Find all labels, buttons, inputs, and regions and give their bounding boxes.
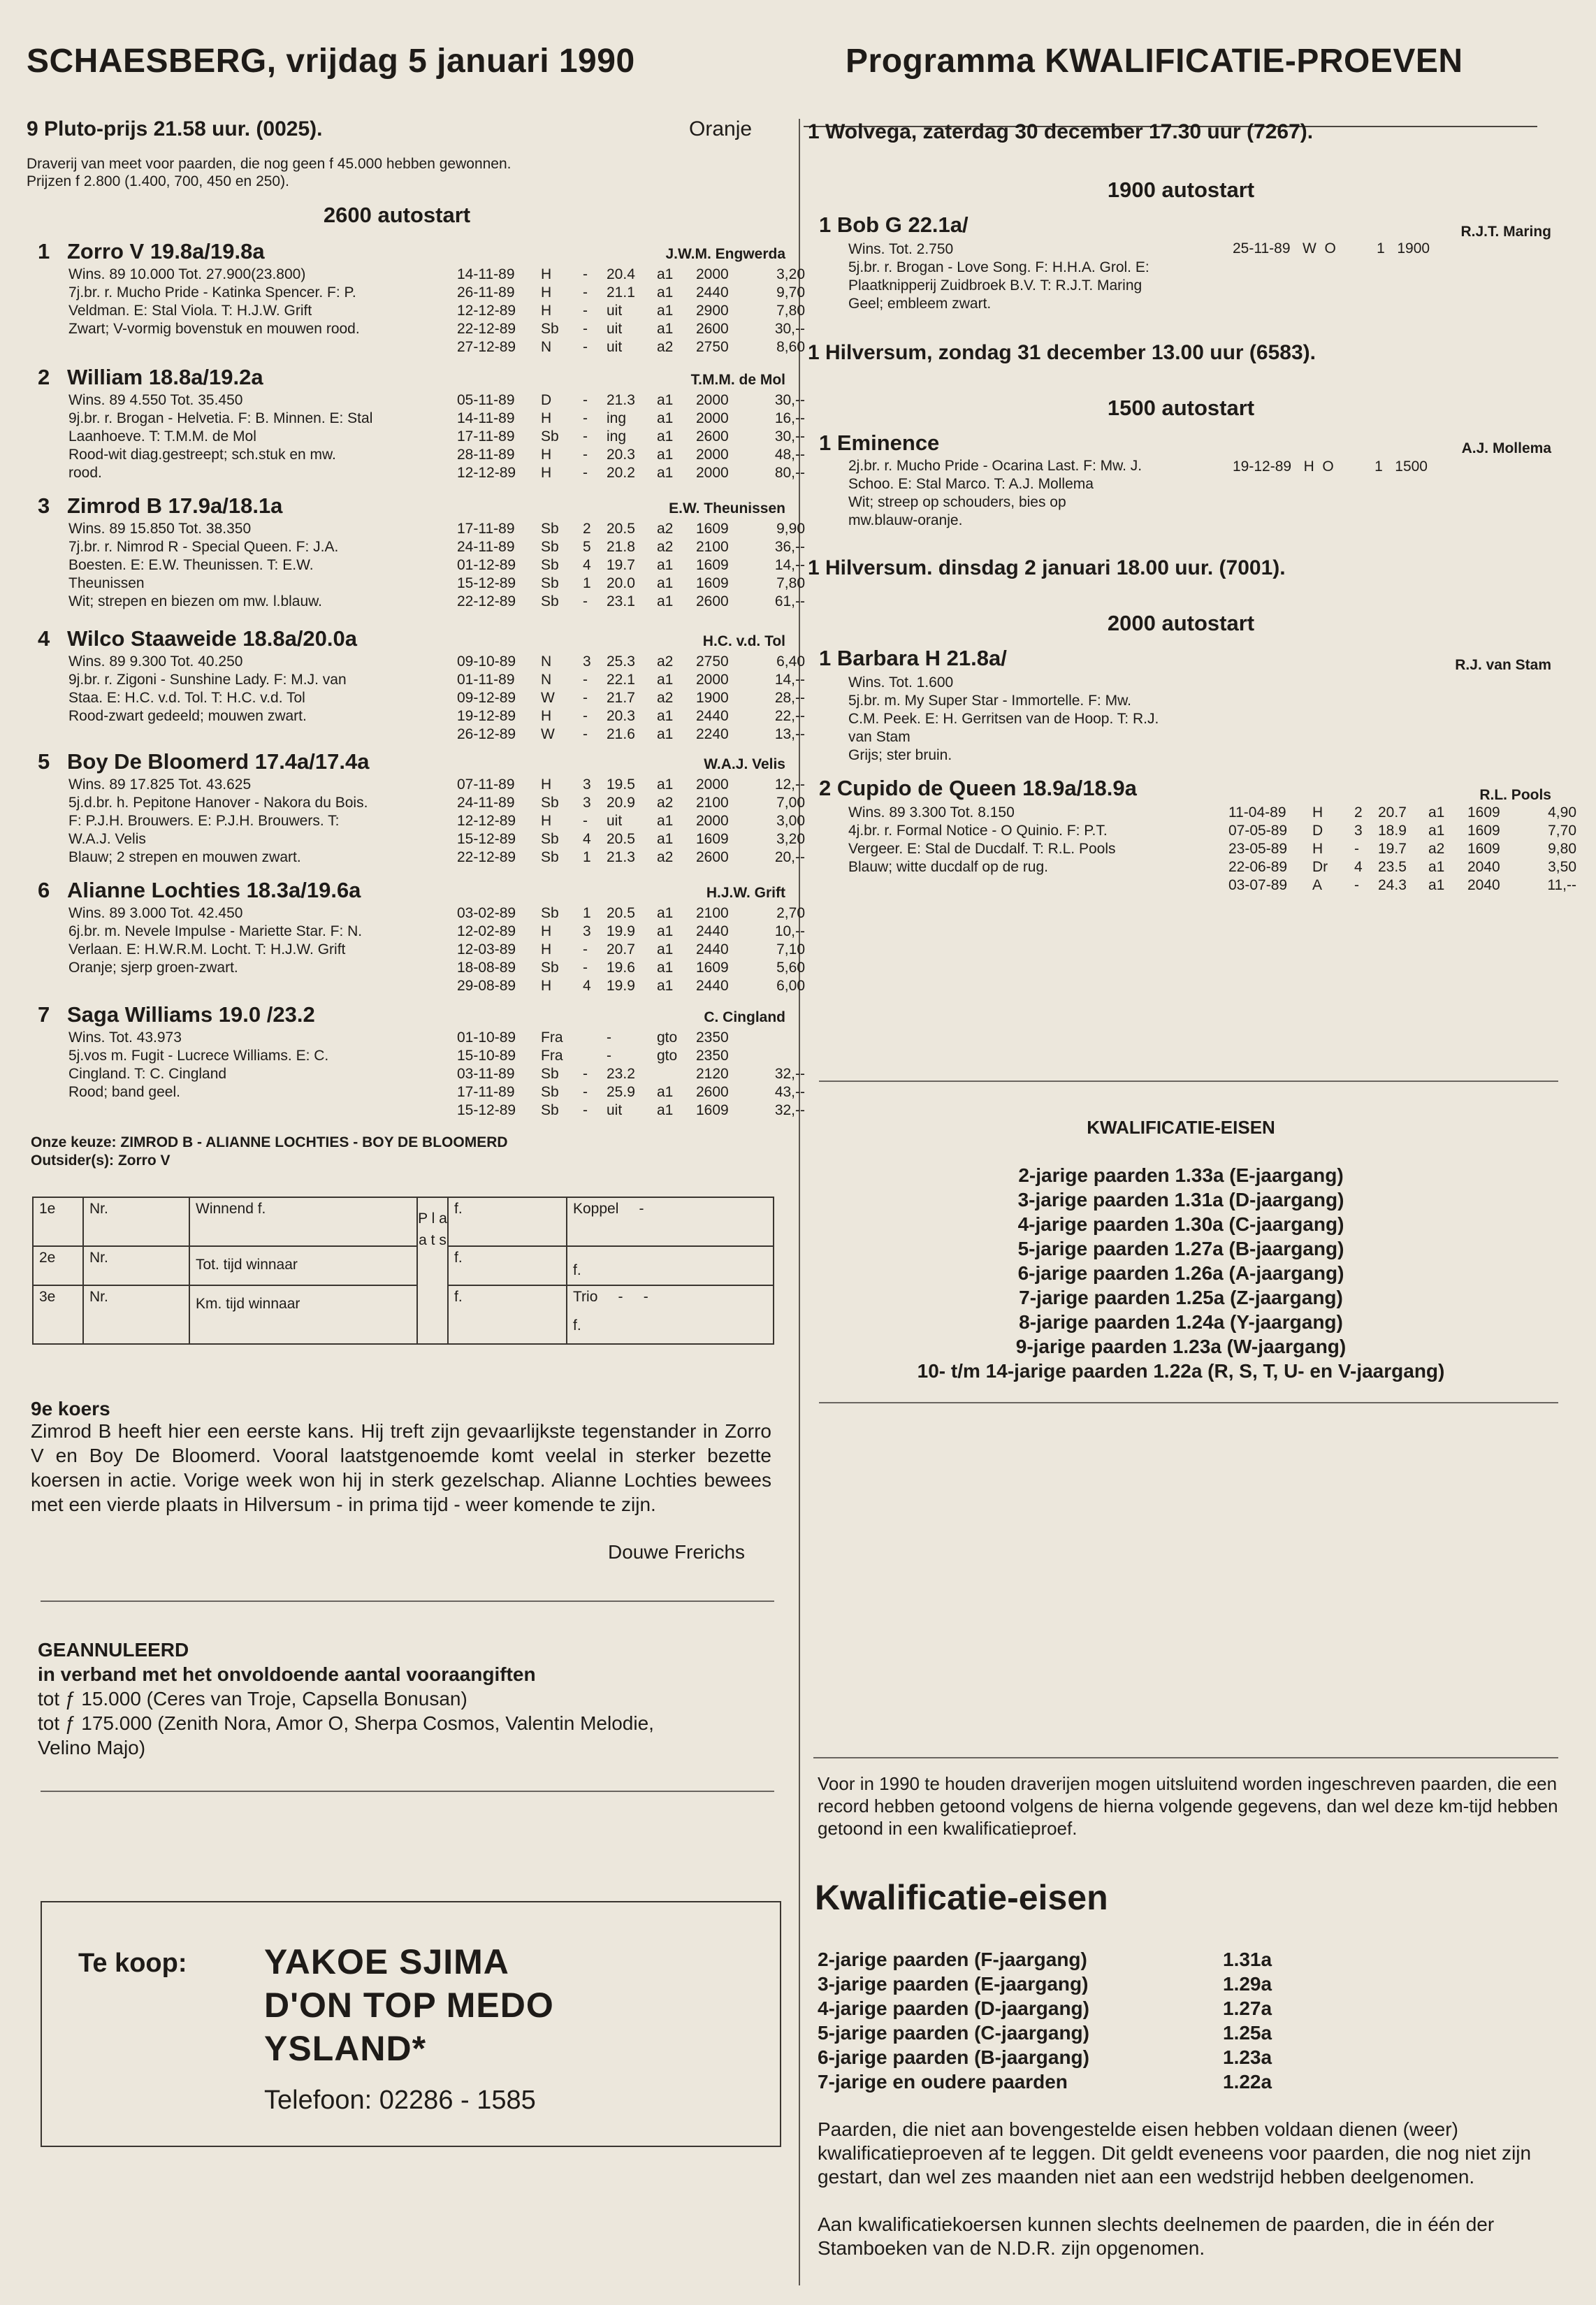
cancelled-line-1: tot ƒ 15.000 (Ceres van Troje, Capsella Bonusan) [38, 1688, 467, 1710]
divider [41, 1601, 774, 1602]
grid-f-3: f. [448, 1285, 567, 1344]
ad-line-2: D'ON TOP MEDO [264, 1986, 554, 2025]
qual-3-start: 2000 autostart [1107, 611, 1255, 635]
horse-info: Wins. 89 17.825 Tot. 43.625 5j.d.br. h. Pepitone Hanover - Nakora du Bois. F: P.J.H. Brouwers. E: P.J.H. Brouwers. T: W.A.J. Velis Blauw; 2 strepen en mouwen zwart. [68, 776, 368, 865]
grid-plaats: P l a a t s [417, 1197, 448, 1344]
qual-3-horse-1: 1 Barbara H 21.8a/ [819, 646, 1007, 670]
qual-3-results [1228, 804, 1576, 895]
horse-results [457, 904, 805, 995]
horse-results [457, 391, 805, 482]
horse-trainer: W.A.J. Velis [704, 756, 785, 772]
horse-name: 6 Alianne Lochties 18.3a/19.6a [38, 878, 361, 902]
eisen-line: 10- t/m 14-jarige paarden 1.22a (R, S, T, U- en V-jaargang) [917, 1360, 1445, 1382]
horse-info: Wins. 89 15.850 Tot. 38.350 7j.br. r. Nimrod R - Special Queen. F: J.A. Boesten. E: E.W. Theunissen. T: E.W. Theunissen Wit; strepen en biezen om mw. l.blauw. [68, 521, 339, 609]
result-row: 15-12-89 Sb 1 20.0 a1 1609 7,80 [457, 575, 805, 591]
horse-info: Wins. 89 9.300 Tot. 40.250 9j.br. r. Zigoni - Sunshine Lady. F: M.J. van Staa. E: H.C. v.d. Tol. T: H.C. v.d. Tol Rood-zwart gedeeld; mouwen zwart. [68, 653, 347, 724]
horse-name: 5 Boy De Bloomerd 17.4a/17.4a [38, 749, 370, 774]
kwalificatie-row: 7-jarige en oudere paarden 1.22a [818, 2071, 1272, 2093]
result-row: 24-11-89 Sb 3 20.9 a2 2100 7,00 [457, 795, 805, 811]
horse-trainer: J.W.M. Engwerda [665, 246, 785, 262]
result-row: 19-12-89 H - 20.3 a1 2440 22,-- [457, 708, 805, 724]
horse-trainer: H.J.W. Grift [706, 885, 785, 901]
masthead-left: SCHAESBERG, vrijdag 5 januari 1990 [27, 43, 635, 80]
voor-paragraph: Voor in 1990 te houden draverijen mogen uitsluitend worden ingeschreven paarden, die een record hebben getoond volgens de hierna volgende gegevens, dan wel deze km-tijd hebben getoond in een kwalificatieproef. [818, 1773, 1558, 1839]
eisen-line: 7-jarige paarden 1.25a (Z-jaargang) [1019, 1287, 1343, 1308]
grid-f-1: f. [448, 1197, 567, 1246]
horse-name: 3 Zimrod B 17.9a/18.1a [38, 493, 283, 518]
horse-results [457, 520, 805, 611]
horse-trainer: C. Cingland [704, 1009, 785, 1025]
grid-place-1: 1e [33, 1197, 83, 1246]
eisen-line: 6-jarige paarden 1.26a (A-jaargang) [1017, 1262, 1344, 1284]
result-row: 12-12-89 H - uit a1 2000 3,00 [457, 813, 805, 829]
result-row: 17-11-89 Sb - 25.9 a1 2600 43,-- [457, 1084, 805, 1100]
result-row: 03-07-89 A - 24.3 a1 2040 11,-- [1228, 877, 1576, 893]
our-choice: Onze keuze: ZIMROD B - ALIANNE LOCHTIES - BOY DE BLOOMERD [31, 1134, 508, 1150]
eisen-title: KWALIFICATIE-EISEN [1087, 1117, 1275, 1138]
result-row: 12-03-89 H - 20.7 a1 2440 7,10 [457, 941, 805, 958]
qual-2-horse: 1 Eminence [819, 431, 940, 455]
grid-f-2: f. [448, 1246, 567, 1285]
result-row: 24-11-89 Sb 5 21.8 a2 2100 36,-- [457, 539, 805, 555]
result-row: 12-12-89 H - 20.2 a1 2000 80,-- [457, 465, 805, 481]
grid-place-2: 2e [33, 1246, 83, 1285]
result-row: 27-12-89 N - uit a2 2750 8,60 [457, 339, 805, 355]
cancelled-line-3: Velino Majo) [38, 1737, 146, 1758]
result-row: 17-11-89 Sb - ing a1 2600 30,-- [457, 428, 805, 445]
qual-1-trainer: R.J.T. Maring [1460, 224, 1551, 240]
qual-2-title: 1 Hilversum, zondag 31 december 13.00 uur (6583). [808, 341, 1316, 364]
result-row: 26-11-89 H - 21.1 a1 2440 9,70 [457, 284, 805, 301]
results-grid [32, 1197, 774, 1345]
kwalificatie-table [818, 1947, 1558, 2094]
result-row: 22-12-89 Sb 1 21.3 a2 2600 20,-- [457, 849, 805, 865]
horse-info: Wins. 89 4.550 Tot. 35.450 9j.br. r. Brogan - Helvetia. F: B. Minnen. E: Stal Laanhoeve. T: T.M.M. de Mol Rood-wit diag.gestreept; sch.stuk en mw. rood. [68, 392, 373, 481]
ad-line-1: YAKOE SJIMA [264, 1942, 509, 1981]
result-row: 23-05-89 H - 19.7 a2 1609 9,80 [1228, 841, 1576, 857]
ad-label: Te koop: [78, 1949, 187, 1978]
horse-name: 4 Wilco Staaweide 18.8a/20.0a [38, 626, 358, 651]
outsiders: Outsider(s): Zorro V [31, 1152, 171, 1169]
result-row: 01-10-89 Fra - gto 2350 [457, 1029, 729, 1046]
notice-paragraph-1: Paarden, die niet aan bovengestelde eisen hebben voldaan dienen (weer) kwalificatieproeven af te leggen. Dit geldt eveneens voor paarden, die nog niet zijn gestart, dan wel zes maanden niet aan een wedstrijd hebben deelgenomen. [818, 2118, 1532, 2188]
result-row: 01-11-89 N - 22.1 a1 2000 14,-- [457, 672, 805, 688]
result-row: 11-04-89 H 2 20.7 a1 1609 4,90 [1228, 804, 1576, 821]
qual-1-title: 1 Wolvega, zaterdag 30 december 17.30 uur (7267). [808, 120, 1314, 143]
result-row: 15-12-89 Sb 4 20.5 a1 1609 3,20 [457, 831, 805, 847]
result-row: 15-12-89 Sb - uit a1 1609 32,-- [457, 1102, 805, 1118]
qual-1-start: 1900 autostart [1107, 178, 1255, 202]
race-start-type: 2600 autostart [323, 203, 471, 227]
eisen-line: 8-jarige paarden 1.24a (Y-jaargang) [1019, 1311, 1343, 1333]
grid-tot-tijd: Tot. tijd winnaar [189, 1246, 417, 1285]
result-row: 18-08-89 Sb - 19.6 a1 1609 5,60 [457, 960, 805, 976]
result-row: 07-11-89 H 3 19.5 a1 2000 12,-- [457, 776, 805, 793]
race-description-1: Draverij van meet voor paarden, die nog geen f 45.000 hebben gewonnen. [27, 156, 512, 172]
result-row: 14-11-89 H - 20.4 a1 2000 3,20 [457, 266, 805, 282]
horse-results [457, 776, 805, 867]
advertisement [41, 1901, 781, 2147]
grid-nr-1: Nr. [83, 1197, 189, 1246]
race-title: 9 Pluto-prijs 21.58 uur. (0025). [27, 117, 323, 140]
grid-nr-2: Nr. [83, 1246, 189, 1285]
cancelled-subtitle: in verband met het onvoldoende aantal vooraangiften [38, 1663, 536, 1685]
horse-name: 1 Zorro V 19.8a/19.8a [38, 239, 265, 263]
qual-2-info: 2j.br. r. Mucho Pride - Ocarina Last. F: Mw. J. Schoo. E: Stal Marco. T: A.J. Mollema Wit; streep op schouders, bies op mw.blauw-oranje. [848, 458, 1142, 528]
horse-trainer: T.M.M. de Mol [690, 372, 785, 388]
horse-name: 7 Saga Williams 19.0 /23.2 [38, 1002, 315, 1027]
horse-results [457, 1029, 805, 1120]
kwalificatie-row: 2-jarige paarden (F-jaargang) 1.31a [818, 1949, 1272, 1970]
grid-km-tijd: Km. tijd winnaar [189, 1285, 417, 1344]
qual-3-info-2: Wins. 89 3.300 Tot. 8.150 4j.br. r. Formal Notice - O Quinio. F: P.T. Vergeer. E: Stal de Ducdalf. T: R.L. Pools Blauw; witte ducdalf op de rug. [848, 804, 1116, 875]
koers-body: Zimrod B heeft hier een eerste kans. Hij treft zijn gevaarlijkste tegenstander in Zorro V en Boy De Bloomerd. Vooral laatstgenoemde komt veelal in sterker bezette koersen in actie. Vorige week won hij in sterk gezelschap. Alianne Lochties bewees met een vierde plaats in Hilversum - in prima tijd - weer komende te zijn. [31, 1420, 771, 1515]
kwalificatie-row: 5-jarige paarden (C-jaargang) 1.25a [818, 2022, 1272, 2044]
result-row: 14-11-89 H - ing a1 2000 16,-- [457, 410, 805, 426]
result-row: 22-06-89 Dr 4 23.5 a1 2040 3,50 [1228, 859, 1576, 875]
grid-place-3: 3e [33, 1285, 83, 1344]
result-row: 05-11-89 D - 21.3 a1 2000 30,-- [457, 392, 805, 408]
qual-2-start: 1500 autostart [1107, 396, 1255, 420]
horse-trainer: E.W. Theunissen [669, 500, 785, 516]
qual-3-title: 1 Hilversum. dinsdag 2 januari 18.00 uur. (7001). [808, 556, 1286, 579]
qual-2-result: 19-12-89 H O 1 1500 [1233, 458, 1428, 475]
race-color: Oranje [689, 117, 753, 140]
qual-1-horse: 1 Bob G 22.1a/ [819, 212, 969, 237]
qual-1-result: 25-11-89 W O 1 1900 [1233, 240, 1430, 256]
ad-line-3: YSLAND* [264, 2029, 427, 2068]
result-row: 22-12-89 Sb - uit a1 2600 30,-- [457, 321, 805, 337]
horse-info: Wins. 89 10.000 Tot. 27.900(23.800) 7j.br. r. Mucho Pride - Katinka Spencer. F: P. Veldman. E: Stal Viola. T: H.J.W. Grift Zwart; V-vormig bovenstuk en mouwen rood. [68, 266, 360, 337]
horse-results [457, 266, 805, 356]
grid-winnend: Winnend f. [189, 1197, 417, 1246]
eisen-line: 4-jarige paarden 1.30a (C-jaargang) [1017, 1213, 1344, 1235]
result-row: 01-12-89 Sb 4 19.7 a1 1609 14,-- [457, 557, 805, 573]
kwalificatie-row: 3-jarige paarden (E-jaargang) 1.29a [818, 1973, 1272, 1995]
horse-trainer: H.C. v.d. Tol [702, 633, 785, 649]
grid-koppel: Koppel - [567, 1197, 774, 1246]
result-row: 09-12-89 W - 21.7 a2 1900 28,-- [457, 690, 805, 706]
eisen-list [804, 1163, 1558, 1383]
grid-f-koppel: f. [567, 1246, 774, 1285]
divider [41, 1791, 774, 1792]
result-row: 22-12-89 Sb - 23.1 a1 2600 61,-- [457, 593, 805, 609]
grid-nr-3: Nr. [83, 1285, 189, 1344]
qual-2-trainer: A.J. Mollema [1461, 440, 1551, 456]
qual-3-trainer-2: R.L. Pools [1479, 787, 1551, 803]
qual-3-info-1: Wins. Tot. 1.600 5j.br. m. My Super Star - Immortelle. F: Mw. C.M. Peek. E: H. Gerritsen van de Hoop. T: R.J. van Stam Grijs; ster bruin. [848, 674, 1159, 763]
horse-info: Wins. Tot. 43.973 5j.vos m. Fugit - Lucrece Williams. E: C. Cingland. T: C. Cingland Rood; band geel. [68, 1029, 329, 1100]
kwalificatie-row: 4-jarige paarden (D-jaargang) 1.27a [818, 1997, 1272, 2019]
eisen-line: 9-jarige paarden 1.23a (W-jaargang) [1015, 1336, 1347, 1357]
result-row: 12-02-89 H 3 19.9 a1 2440 10,-- [457, 923, 805, 939]
qual-3-horse-2: 2 Cupido de Queen 18.9a/18.9a [819, 776, 1137, 800]
result-row: 09-10-89 N 3 25.3 a2 2750 6,40 [457, 653, 805, 670]
eisen-line: 2-jarige paarden 1.33a (E-jaargang) [1018, 1164, 1344, 1186]
cancelled-line-2: tot ƒ 175.000 (Zenith Nora, Amor O, Sherpa Cosmos, Valentin Melodie, [38, 1712, 654, 1734]
divider [813, 1757, 1558, 1758]
qual-1-info: Wins. Tot. 2.750 5j.br. r. Brogan - Love Song. F: H.H.A. Grol. E: Plaatknipperij Zuidbroek B.V. T: R.J.T. Maring Geel; embleem zwart. [848, 241, 1149, 312]
koers-author: Douwe Frerichs [608, 1541, 746, 1563]
masthead-right: Programma KWALIFICATIE-PROEVEN [846, 43, 1463, 80]
eisen-line: 3-jarige paarden 1.31a (D-jaargang) [1017, 1189, 1344, 1211]
result-row: 03-11-89 Sb - 23.2 2120 32,-- [457, 1066, 805, 1082]
result-row: 15-10-89 Fra - gto 2350 [457, 1048, 729, 1064]
notice-paragraph-2: Aan kwalificatiekoersen kunnen slechts deelnemen de paarden, die in één der Stamboeken van de N.D.R. zijn opgenomen. [818, 2213, 1495, 2259]
horse-info: Wins. 89 3.000 Tot. 42.450 6j.br. m. Nevele Impulse - Mariette Star. F: N. Verlaan. E: H.W.R.M. Locht. T: H.J.W. Grift Oranje; sjerp groen-zwart. [68, 905, 363, 976]
result-row: 29-08-89 H 4 19.9 a1 2440 6,00 [457, 978, 805, 994]
race-description-2: Prijzen f 2.800 (1.400, 700, 450 en 250). [27, 173, 289, 189]
eisen-line: 5-jarige paarden 1.27a (B-jaargang) [1017, 1238, 1344, 1259]
qual-3-trainer-1: R.J. van Stam [1455, 657, 1551, 673]
horse-name: 2 William 18.8a/19.2a [38, 365, 263, 389]
result-row: 26-12-89 W - 21.6 a1 2240 13,-- [457, 726, 805, 742]
ad-phone: Telefoon: 02286 - 1585 [264, 2086, 536, 2115]
horse-results [457, 653, 805, 744]
divider [819, 1081, 1558, 1082]
koers-title: 9e koers [31, 1398, 110, 1419]
kwalificatie-row: 6-jarige paarden (B-jaargang) 1.23a [818, 2046, 1272, 2068]
divider [819, 1402, 1558, 1403]
result-row: 03-02-89 Sb 1 20.5 a1 2100 2,70 [457, 905, 805, 921]
result-row: 17-11-89 Sb 2 20.5 a2 1609 9,90 [457, 521, 805, 537]
cancelled-title: GEANNULEERD [38, 1639, 189, 1661]
result-row: 28-11-89 H - 20.3 a1 2000 48,-- [457, 447, 805, 463]
result-row: 07-05-89 D 3 18.9 a1 1609 7,70 [1228, 823, 1576, 839]
result-row: 12-12-89 H - uit a1 2900 7,80 [457, 303, 805, 319]
grid-trio: Trio - - f. [567, 1285, 774, 1344]
kwalificatie-title: Kwalificatie-eisen [815, 1878, 1108, 1917]
